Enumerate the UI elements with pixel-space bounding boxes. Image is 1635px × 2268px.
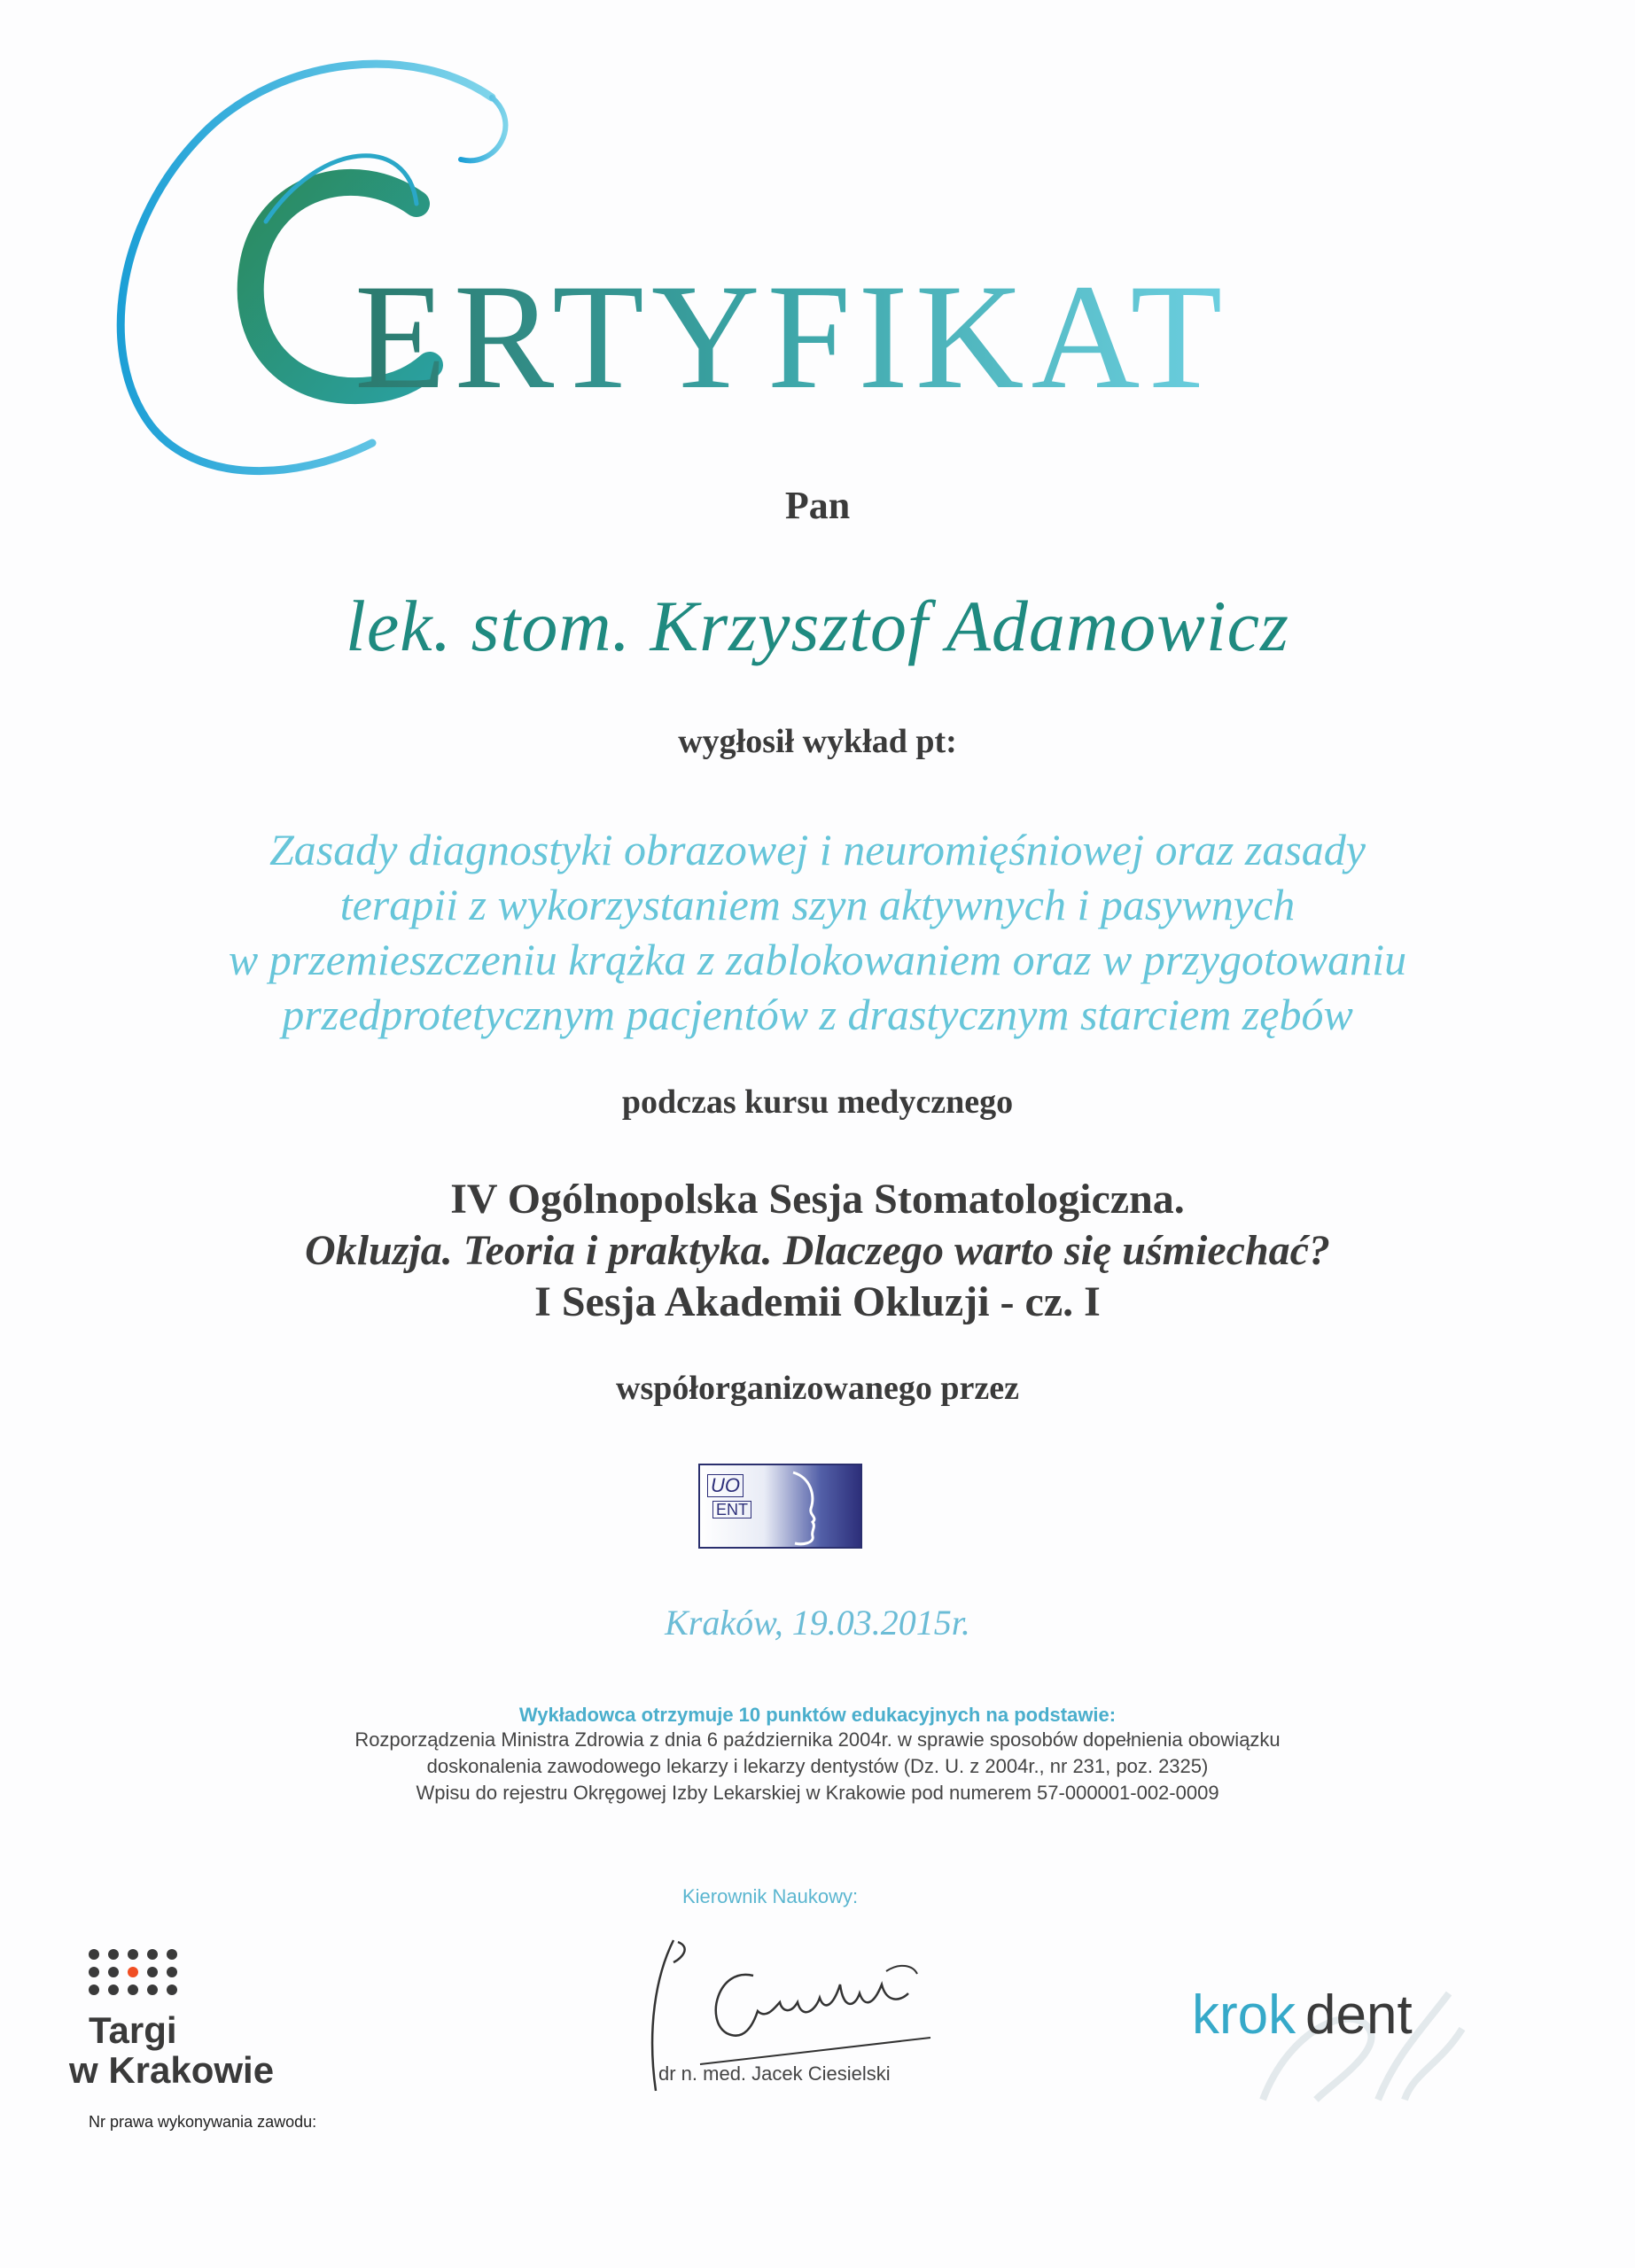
course-line: I Sesja Akademii Okluzji - cz. I <box>534 1278 1101 1325</box>
lecture-title <box>0 822 1635 1042</box>
recipient-name: lek. stom. Krzysztof Adamowicz <box>346 586 1289 666</box>
lecture-title-line: terapii z wykorzystaniem szyn aktywnych i pasywnych <box>339 880 1296 929</box>
krokdent-logo <box>1192 1967 1475 2109</box>
targi-logo-line1: Targi <box>89 2009 177 2051</box>
license-label: Nr prawa wykonywania zawodu: <box>89 2113 317 2131</box>
legal-info <box>0 1704 1635 1806</box>
course-line: Okluzja. Teoria i praktyka. Dlaczego warto się uśmiechać? <box>305 1227 1330 1274</box>
action-text: wygłosił wykład pt: <box>678 723 957 760</box>
legal-line: Rozporządzenia Ministra Zdrowia z dnia 6 października 2004r. w sprawie sposobów dopełnienia obowiązku <box>354 1728 1281 1751</box>
krokdent-logo-krok: krok <box>1192 1984 1296 2046</box>
krokdent-logo-dent: dent <box>1305 1984 1413 2046</box>
targi-logo-line2: w Krakowie <box>69 2049 275 2091</box>
lecture-title-line: w przemieszczeniu krążka z zablokowaniem oraz w przygotowaniu <box>228 935 1407 984</box>
coorganized-text: współorganizowanego przez <box>616 1370 1019 1407</box>
duodent-logo-top: UO <box>707 1474 744 1497</box>
title-rest: ERTYFIKAT <box>354 253 1230 420</box>
course-line: IV Ogólnopolska Sesja Stomatologiczna. <box>450 1176 1185 1223</box>
place-date: Kraków, 19.03.2015r. <box>665 1603 970 1643</box>
face-profile-icon <box>775 1469 860 1547</box>
salutation: Pan <box>784 484 851 527</box>
legal-line: Wpisu do rejestru Okręgowej Izby Lekarskiej w Krakowie pod numerem 57-000001-002-0009 <box>416 1782 1219 1804</box>
points-heading: Wykładowca otrzymuje 10 punktów edukacyjnych na podstawie: <box>518 1704 1117 1726</box>
scientific-head-label: Kierownik Naukowy: <box>682 1885 859 1907</box>
lecture-title-line: przedprotetycznym pacjentów z drastycznym starciem zębów <box>282 990 1353 1039</box>
certificate-title <box>0 0 1635 496</box>
duodent-logo <box>698 1464 862 1549</box>
course-name <box>0 1174 1635 1328</box>
signatory-name: dr n. med. Jacek Ciesielski <box>658 2062 891 2085</box>
swirl-c-ornament <box>0 0 1635 496</box>
duodent-logo-bottom: ENT <box>712 1501 751 1518</box>
legal-line: doskonalenia zawodowego lekarzy i lekarzy dentystów (Dz. U. z 2004r., nr 231, poz. 2325) <box>426 1755 1209 1777</box>
lecture-title-line: Zasady diagnostyki obrazowej i neuromięśniowej oraz zasady <box>269 825 1366 874</box>
during-text: podczas kursu medycznego <box>621 1084 1014 1121</box>
